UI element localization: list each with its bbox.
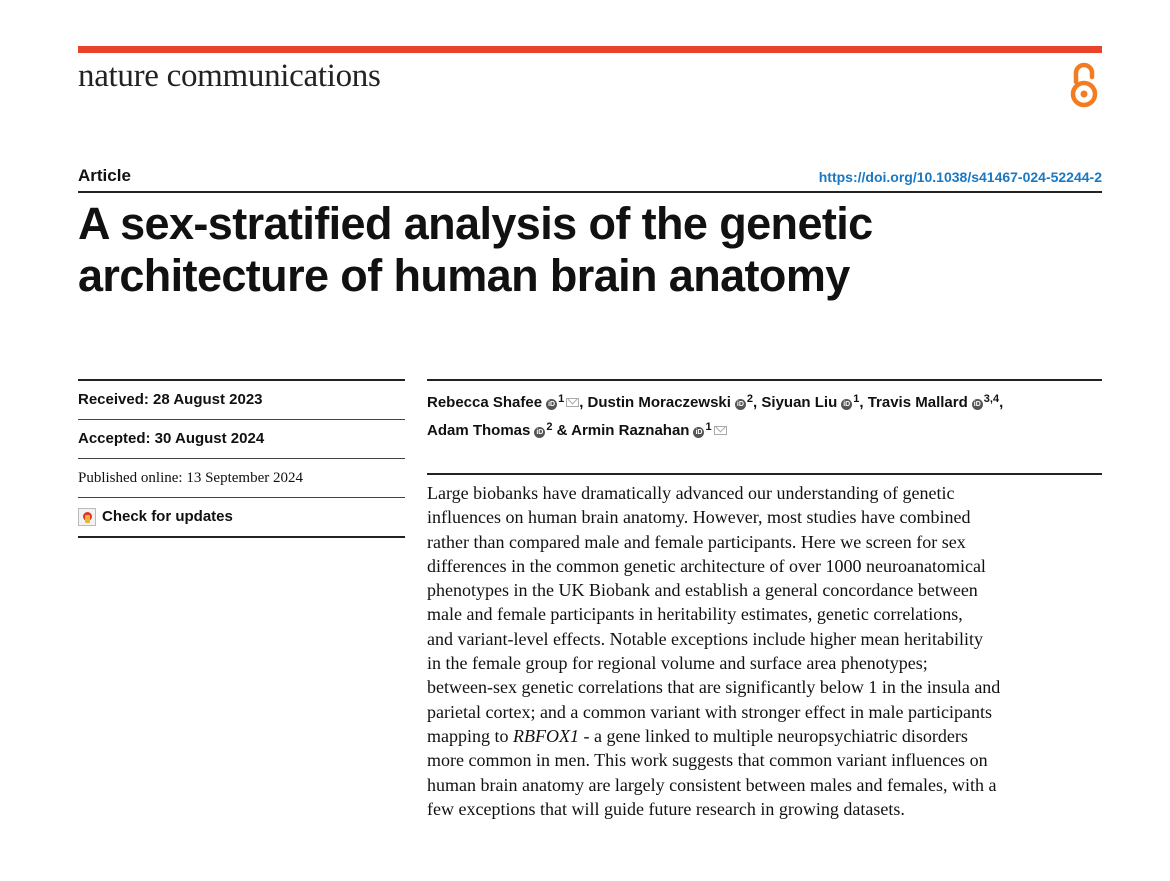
abstract-line: and variant-level effects. Notable exceptions include higher mean heritability xyxy=(427,628,983,649)
journal-accent-bar xyxy=(78,46,1102,53)
orcid-icon[interactable]: iD xyxy=(736,401,744,408)
author[interactable] xyxy=(588,394,754,411)
open-access-icon[interactable] xyxy=(1064,60,1104,110)
author-separator: , xyxy=(579,394,588,411)
abstract-line: in the female group for regional volume and surface area phenotypes; xyxy=(427,653,928,674)
abstract-text: mapping to xyxy=(427,725,513,746)
author[interactable] xyxy=(761,394,859,411)
abstract xyxy=(427,481,1117,821)
email-icon[interactable] xyxy=(566,398,579,407)
author-name: Travis Mallard xyxy=(867,394,968,411)
abstract-line: Large biobanks have dramatically advanced our understanding of genetic xyxy=(427,483,955,503)
author-name: Rebecca Shafee xyxy=(427,394,543,411)
article-type: Article xyxy=(78,166,131,185)
abstract-line xyxy=(427,724,1117,748)
received-date: Received: 28 August 2023 xyxy=(78,381,405,420)
accepted-date: Accepted: 30 August 2024 xyxy=(78,420,405,459)
abstract-line: between-sex genetic correlations that are significantly below 1 in the insula and xyxy=(427,677,1001,698)
orcid-icon[interactable]: iD xyxy=(973,401,981,408)
affiliation-number: 2 xyxy=(746,393,754,405)
author[interactable] xyxy=(427,394,579,411)
check-for-updates-label: Check for updates xyxy=(102,508,233,525)
abstract-line: human brain anatomy are largely consistent between males and females, with a xyxy=(427,774,997,795)
affiliation-number: 1 xyxy=(558,393,565,405)
title-line: architecture of human brain anatomy xyxy=(78,250,850,301)
abstract-line: phenotypes in the UK Biobank and establish a general concordance between xyxy=(427,580,978,601)
author[interactable] xyxy=(571,422,726,439)
abstract-line: more common in men. This work suggests that common variant influences on xyxy=(427,750,988,771)
abstract-line: influences on human brain anatomy. However, most studies have combined xyxy=(427,507,971,528)
abstract-line: differences in the common genetic architecture of over 1000 neuroanatomical xyxy=(427,555,986,576)
article-dates xyxy=(78,381,405,538)
author-name: Armin Raznahan xyxy=(571,422,690,439)
authors-rule xyxy=(427,379,1102,381)
check-for-updates-icon xyxy=(78,508,96,526)
author-separator: , xyxy=(859,394,868,411)
author-name: Adam Thomas xyxy=(427,422,531,439)
affiliation-number: 3,4 xyxy=(983,393,1000,405)
email-icon[interactable] xyxy=(714,426,727,435)
abstract-text: - a gene linked to multiple neuropsychiatric disorders xyxy=(578,725,968,746)
affiliation-number: 1 xyxy=(705,421,712,433)
gene-name: RBFOX1 xyxy=(513,725,579,746)
author-separator: , xyxy=(999,394,1004,411)
published-date: Published online: 13 September 2024 xyxy=(78,459,405,498)
title-line: A sex-stratified analysis of the genetic xyxy=(78,198,873,249)
orcid-icon[interactable]: iD xyxy=(695,429,703,436)
abstract-line: parietal cortex; and a common variant with stronger effect in male participants xyxy=(427,701,992,722)
affiliation-number: 2 xyxy=(546,421,553,433)
check-for-updates-button[interactable] xyxy=(78,498,405,538)
orcid-icon[interactable]: iD xyxy=(548,401,556,408)
abstract-line: male and female participants in heritability estimates, genetic correlations, xyxy=(427,604,963,625)
orcid-icon[interactable]: iD xyxy=(536,429,544,436)
abstract-rule xyxy=(427,473,1102,475)
doi-link[interactable]: https://doi.org/10.1038/s41467-024-52244-2 xyxy=(818,169,1102,185)
orcid-icon[interactable]: iD xyxy=(843,401,851,408)
author-separator: & xyxy=(552,422,572,439)
article-title xyxy=(78,198,1078,302)
abstract-line: rather than compared male and female participants. Here we screen for sex xyxy=(427,531,966,552)
header-rule xyxy=(78,191,1102,193)
author-list xyxy=(427,387,1117,443)
author-name: Siyuan Liu xyxy=(761,394,838,411)
author-separator: , xyxy=(753,394,762,411)
affiliation-number: 1 xyxy=(853,393,860,405)
journal-name: nature communications xyxy=(78,58,381,94)
author[interactable] xyxy=(427,422,552,439)
author-name: Dustin Moraczewski xyxy=(587,394,731,411)
abstract-line: few exceptions that will guide future research in growing datasets. xyxy=(427,798,905,819)
author[interactable] xyxy=(868,394,999,411)
